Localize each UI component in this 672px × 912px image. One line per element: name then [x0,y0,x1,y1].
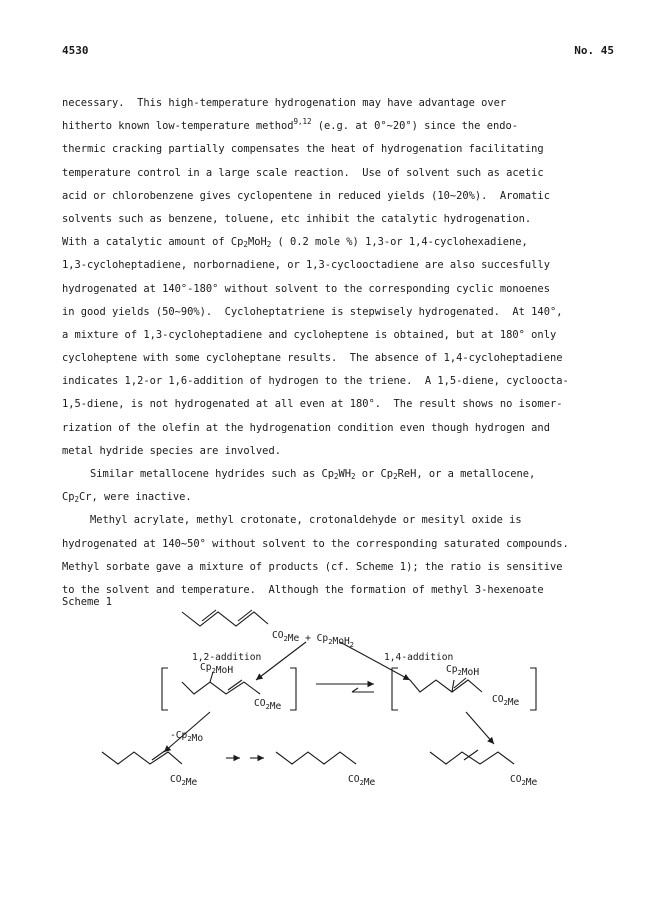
product-1-ester-label: $CO_2Me$ [170,774,198,788]
text-line: With a catalytic amount of $Cp_2MoH_2$ ( 0.2 mole %) 1,3-or 1,4-cyclohexadiene, [62,236,528,250]
text-line: solvents such as benzene, toluene, etc inhibit the catalytic hydrogenation. [62,212,532,225]
scheme-label: Scheme 1 [62,596,113,608]
complex-1-4-ester-label: $CO_2Me$ [492,694,520,708]
complex-1-2-mo-label: $Cp_2MoH$ [200,662,234,676]
text-line: thermic cracking partially compensates the heat of hydrogenation facilitating [62,143,544,156]
equilibrium-arrows [316,684,374,692]
elimination-label: $-Cp_2Mo$ [170,730,204,744]
page-number: 4530 [62,44,89,57]
issue-number: No. 45 [574,44,614,57]
reagents-label: $CO_2Me + Cp_2MoH_2$ [272,630,354,649]
label-1-2-addition: 1,2-addition [192,652,262,663]
text-line: hydrogenated at 140~50° without solvent to the corresponding saturated compounds. [62,537,569,550]
text-line: 1,3-cycloheptadiene, norbornadiene, or 1,3-cyclooctadiene are also succesfully [62,259,550,272]
text-line: in good yields (50~90%). Cycloheptatriene is stepwisely hydrogenated. At 140°, [62,305,563,318]
arrow-1-2-addition [256,642,306,680]
text-line: rization of the olefin at the hydrogenation condition even though hydrogen and [62,421,550,434]
text-line: temperature control in a large scale reaction. Use of solvent such as acetic [62,166,544,179]
text-line: metal hydride species are involved. [62,444,281,457]
product-1-structure [102,750,182,764]
text-line: acid or chlorobenzene gives cyclopentene in reduced yields (10~20%). Aromatic [62,189,550,202]
text-line: a mixture of 1,3-cycloheptadiene and cycloheptene is obtained, but at 180° only [62,328,557,341]
text-line: to the solvent and temperature. Although the formation of methyl 3-hexenoate [62,583,544,596]
product-3-structure [430,750,514,764]
text-line: Methyl sorbate gave a mixture of products (cf. Scheme 1); the ratio is sensitive [62,560,563,573]
product-3-ester-label: $CO_2Me$ [510,774,538,788]
product-2-ester-label: $CO_2Me$ [348,774,376,788]
methyl-sorbate-structure [182,610,268,626]
label-1-4-addition: 1,4-addition [384,652,454,663]
arrow-right-product [466,712,494,744]
text-line: Similar metallocene hydrides such as $Cp_2WH_2$ or $Cp_2ReH$, or a metallocene, [90,468,536,481]
text-line: Methyl acrylate, methyl crotonate, crotonaldehyde or mesityl oxide is [90,514,522,527]
text-line: 1,5-diene, is not hydrogenated at all even at 180°. The result shows no isomer- [62,398,563,411]
text-line: necessary. This high-temperature hydrogenation may have advantage over [62,97,507,109]
complex-1-4-mo-label: $Cp_2MoH$ [446,664,480,678]
text-line: cycloheptene with some cycloheptane results. The absence of 1,4-cycloheptadiene [62,352,563,365]
complex-1-2-ester-label: $CO_2Me$ [254,698,282,712]
text-line: hydrogenated at 140°-180° without solvent to the corresponding cyclic monoenes [62,282,550,295]
text-line: $Cp_2Cr$, were inactive. [62,491,192,505]
text-line: indicates 1,2-or 1,6-addition of hydrogen to the triene. A 1,5-diene, cycloocta- [62,375,569,388]
text-line: hitherto known low-temperature method$^{9,12}$ (e.g. at 0°~20°) since the endo- [62,117,518,133]
product-2-structure [276,752,356,764]
